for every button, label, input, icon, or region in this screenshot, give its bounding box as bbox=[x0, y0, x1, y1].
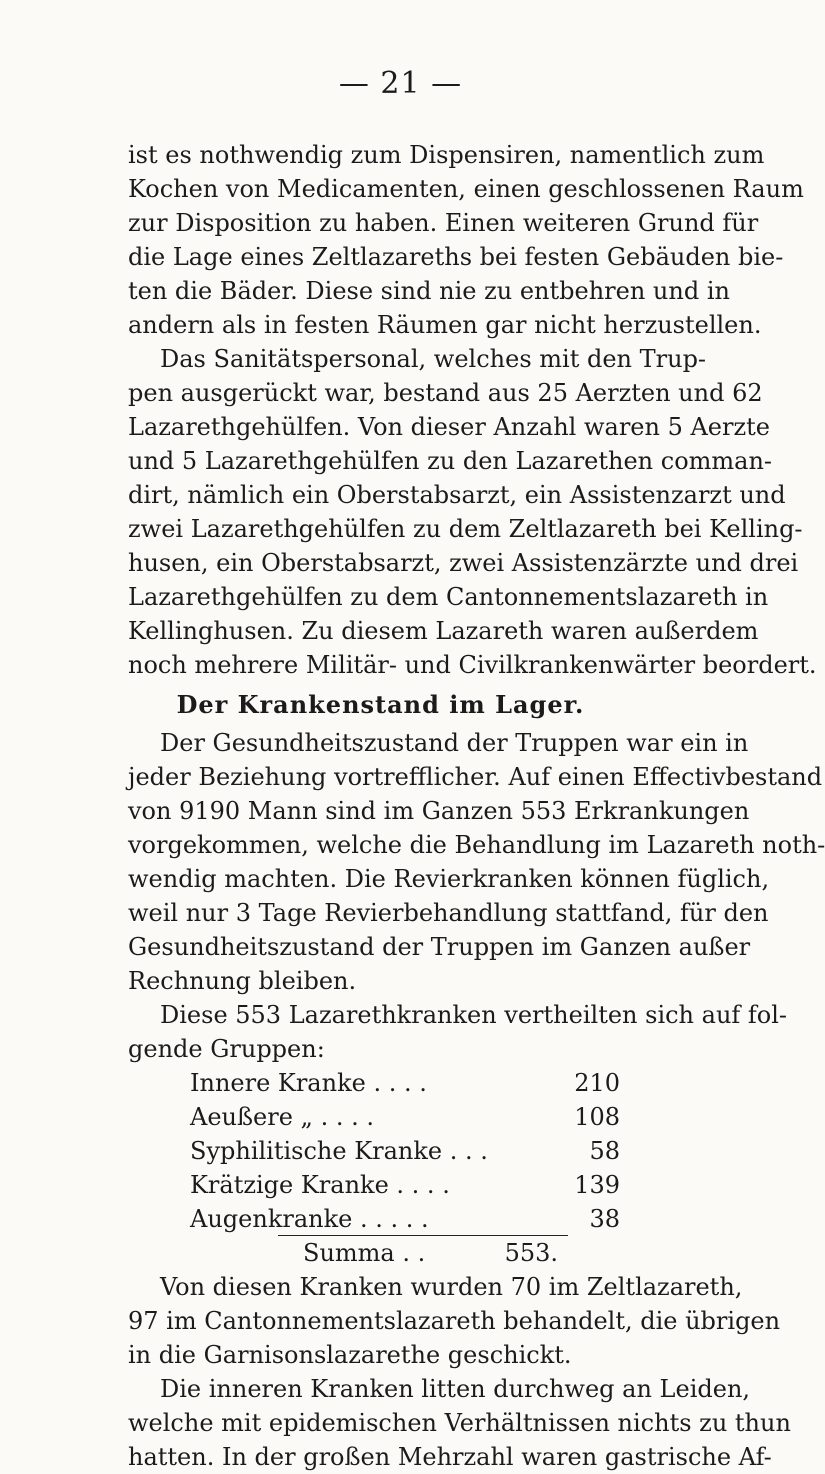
text-line: ist es nothwendig zum Dispensiren, namentlich zum bbox=[128, 141, 765, 169]
text-line: Die inneren Kranken litten durchweg an Leiden, bbox=[160, 1375, 751, 1403]
page-body bbox=[128, 138, 825, 1474]
text-line: weil nur 3 Tage Revierbehandlung stattfand, für den bbox=[128, 899, 769, 927]
text-line: ten die Bäder. Diese sind nie zu entbehren und in bbox=[128, 277, 730, 305]
text-line: husen, ein Oberstabsarzt, zwei Assistenzärzte und drei bbox=[128, 549, 799, 577]
text-line: Lazarethgehülfen. Von dieser Anzahl waren 5 Aerzte bbox=[128, 413, 770, 441]
group-label: Aeußere „ . . . . bbox=[190, 1103, 374, 1131]
text-line: und 5 Lazarethgehülfen zu den Lazarethen comman- bbox=[128, 447, 773, 475]
total-value: 553. bbox=[504, 1239, 558, 1267]
text-line: dirt, nämlich ein Oberstabsarzt, ein Assistenzarzt und bbox=[128, 481, 786, 509]
text-line: zwei Lazarethgehülfen zu dem Zeltlazareth bei Kelling- bbox=[128, 515, 803, 543]
text-line: Der Gesundheitszustand der Truppen war ein in bbox=[160, 729, 749, 757]
group-label: Innere Kranke . . . . bbox=[190, 1069, 427, 1097]
text-line: Von diesen Kranken wurden 70 im Zeltlazareth, bbox=[160, 1273, 743, 1301]
text-line: Lazarethgehülfen zu dem Cantonnementslazareth in bbox=[128, 583, 769, 611]
text-line: zur Disposition zu haben. Einen weiteren Grund für bbox=[128, 209, 759, 237]
total-row bbox=[128, 1236, 633, 1270]
group-row bbox=[128, 1202, 633, 1236]
text-line: jeder Beziehung vortrefflicher. Auf einen Effectivbestand bbox=[128, 763, 823, 791]
sum-rule-divider bbox=[278, 1235, 568, 1236]
text-line: die Lage eines Zeltlazareths bei festen Gebäuden bie- bbox=[128, 243, 784, 271]
group-value: 58 bbox=[589, 1137, 620, 1165]
group-row bbox=[128, 1100, 633, 1134]
text-line: Diese 553 Lazarethkranken vertheilten sich auf fol- bbox=[160, 1001, 788, 1029]
paragraph-4 bbox=[128, 998, 788, 1066]
text-line: Kochen von Medicamenten, einen geschlossenen Raum bbox=[128, 175, 804, 203]
text-line: hatten. In der großen Mehrzahl waren gastrische Af- bbox=[128, 1443, 772, 1471]
group-label: Syphilitische Kranke . . . bbox=[190, 1137, 488, 1165]
text-line: von 9190 Mann sind im Ganzen 553 Erkrankungen bbox=[128, 797, 750, 825]
group-value: 210 bbox=[574, 1069, 620, 1097]
paragraph-3 bbox=[128, 726, 825, 998]
text-line: vorgekommen, welche die Behandlung im Lazareth noth- bbox=[128, 831, 825, 859]
group-value: 139 bbox=[574, 1171, 620, 1199]
page-number: — 21 — bbox=[338, 66, 463, 101]
text-line: pen ausgerückt war, bestand aus 25 Aerzten und 62 bbox=[128, 379, 763, 407]
paragraph-2 bbox=[128, 342, 817, 682]
text-line: Kellinghusen. Zu diesem Lazareth waren außerdem bbox=[128, 617, 759, 645]
text-line: noch mehrere Militär- und Civilkrankenwärter beordert. bbox=[128, 651, 817, 679]
text-line: in die Garnisonslazarethe geschickt. bbox=[128, 1341, 572, 1369]
text-line: Das Sanitätspersonal, welches mit den Trup- bbox=[160, 345, 707, 373]
total-label: Summa . . bbox=[303, 1239, 426, 1267]
group-value: 108 bbox=[574, 1103, 620, 1131]
group-label: Augenkranke . . . . . bbox=[190, 1205, 429, 1233]
text-line: gende Gruppen: bbox=[128, 1035, 325, 1063]
text-line: welche mit epidemischen Verhältnissen nichts zu thun bbox=[128, 1409, 791, 1437]
group-row bbox=[128, 1066, 633, 1100]
patient-groups-table bbox=[128, 1066, 633, 1270]
section-heading: Der Krankenstand im Lager. bbox=[176, 690, 585, 719]
text-line: Gesundheitszustand der Truppen im Ganzen außer bbox=[128, 933, 751, 961]
group-label: Krätzige Kranke . . . . bbox=[190, 1171, 450, 1199]
paragraph-6 bbox=[128, 1372, 791, 1474]
paragraph-1 bbox=[128, 138, 804, 342]
group-row bbox=[128, 1168, 633, 1202]
text-line: Rechnung bleiben. bbox=[128, 967, 357, 995]
group-row bbox=[128, 1134, 633, 1168]
text-line: andern als in festen Räumen gar nicht herzustellen. bbox=[128, 311, 762, 339]
paragraph-5 bbox=[128, 1270, 781, 1372]
group-value: 38 bbox=[589, 1205, 620, 1233]
text-line: wendig machten. Die Revierkranken können füglich, bbox=[128, 865, 770, 893]
text-line: 97 im Cantonnementslazareth behandelt, die übrigen bbox=[128, 1307, 781, 1335]
